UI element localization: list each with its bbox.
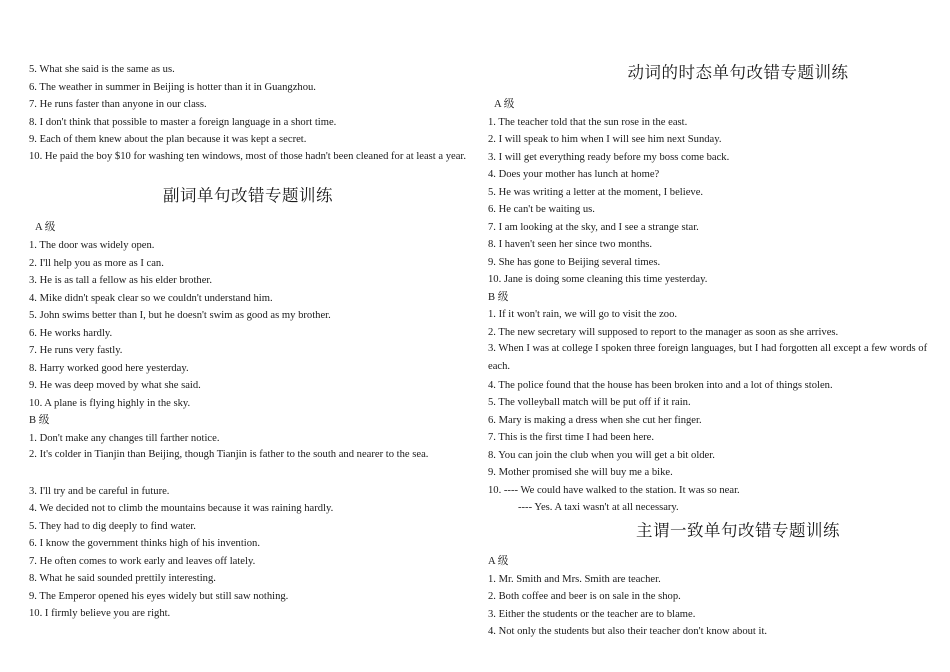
exercise-item: 4. The police found that the house has been broken into and a lot of things stolen. (488, 379, 833, 391)
exercise-item: 9. Mother promised she will buy me a bike. (488, 467, 673, 478)
exercise-item: 4. Mike didn't speak clear so we couldn't understand him. (29, 292, 273, 304)
level-label: B 级 (29, 415, 50, 426)
exercise-item: 2. It's colder in Tianjin than Beijing, though Tianjin is father to the south and nearer to the sea. (29, 449, 429, 460)
exercise-item: 8. I don't think that possible to master a foreign language in a short time. (29, 116, 337, 128)
section-heading-adverb: 副词单句改错专题训练 (163, 186, 333, 205)
exercise-item: 8. Harry worked good here yesterday. (29, 362, 189, 374)
exercise-item: 6. The weather in summer in Beijing is hotter than it in Guangzhou. (29, 81, 316, 93)
exercise-item: 5. The volleyball match will be put off if it rain. (488, 397, 691, 408)
exercise-item: 9. She has gone to Beijing several times. (488, 256, 661, 268)
exercise-item: 10. ---- We could have walked to the station. It was so near. (488, 484, 740, 496)
exercise-item: 7. He runs faster than anyone in our class. (29, 99, 207, 110)
exercise-item: 6. I know the government thinks high of his invention. (29, 538, 260, 549)
exercise-item: 5. What she said is the same as us. (29, 64, 175, 75)
level-label: A 级 (488, 556, 509, 567)
exercise-item-continuation: ---- Yes. A taxi wasn't at all necessary. (518, 502, 679, 513)
exercise-item: 2. The new secretary will supposed to report to the manager as soon as she arrives. (488, 326, 839, 338)
exercise-item: 4. Does your mother has lunch at home? (488, 169, 660, 180)
exercise-item: 2. I'll help you as more as I can. (29, 257, 164, 269)
exercise-item: 10. I firmly believe you are right. (29, 608, 171, 619)
exercise-item: 3. When I was at college I spoken three foreign languages, but I had forgotten all except a few words of each. (488, 343, 928, 372)
exercise-item: 5. John swims better than I, but he doesn't swim as good as my brother. (29, 310, 331, 321)
section-heading-tense: 动词的时态单句改错专题训练 (627, 63, 849, 82)
exercise-item: 3. Either the students or the teacher are to blame. (488, 608, 696, 620)
exercise-item: 4. We decided not to climb the mountains because it was raining hardly. (29, 503, 334, 514)
exercise-item: 7. He often comes to work early and leaves off lately. (29, 555, 256, 567)
exercise-item: 7. This is the first time I had been here. (488, 432, 655, 443)
exercise-item: 1. Mr. Smith and Mrs. Smith are teacher. (488, 573, 661, 585)
exercise-item: 8. What he said sounded prettily interesting. (29, 573, 216, 584)
exercise-item: 6. He works hardly. (29, 327, 113, 339)
exercise-item: 10. A plane is flying highly in the sky. (29, 397, 191, 409)
exercise-item: 3. I will get everything ready before my boss come back. (488, 151, 730, 163)
exercise-item: 6. Mary is making a dress when she cut her finger. (488, 414, 702, 426)
level-label: B 级 (488, 291, 509, 303)
exercise-item: 6. He can't be waiting us. (488, 204, 595, 215)
exercise-item: 1. The teacher told that the sun rose in the east. (488, 116, 688, 128)
exercise-item: 9. The Emperor opened his eyes widely but still saw nothing. (29, 590, 289, 602)
exercise-item: 9. Each of them knew about the plan because it was kept a secret. (29, 134, 307, 145)
section-heading-agreement: 主谓一致单句改错专题训练 (636, 521, 840, 540)
exercise-item: 8. I haven't seen her since two months. (488, 239, 653, 250)
exercise-item: 5. They had to dig deeply to find water. (29, 520, 196, 532)
exercise-item: 2. Both coffee and beer is on sale in the shop. (488, 591, 681, 602)
exercise-item: 4. Not only the students but also their teacher don't know about it. (488, 626, 768, 637)
exercise-item: 3. I'll try and be careful in future. (29, 485, 170, 497)
exercise-item: 2. I will speak to him when I will see him next Sunday. (488, 134, 722, 145)
exercise-item: 10. Jane is doing some cleaning this time yesterday. (488, 274, 708, 285)
exercise-item: 1. Don't make any changes till farther notice. (29, 432, 220, 444)
exercise-item: 1. If it won't rain, we will go to visit the zoo. (488, 309, 678, 320)
exercise-item: 3. He is as tall a fellow as his elder brother. (29, 275, 212, 286)
exercise-item: 9. He was deep moved by what she said. (29, 380, 201, 391)
exercise-item: 8. You can join the club when you will get a bit older. (488, 449, 715, 461)
exercise-item: 7. I am looking at the sky, and I see a strange star. (488, 221, 699, 233)
exercise-item: 7. He runs very fastly. (29, 345, 123, 356)
exercise-item: 10. He paid the boy $10 for washing ten windows, most of those hadn't been cleaned for at least a year. (29, 151, 467, 162)
exercise-item: 1. The door was widely open. (29, 240, 155, 251)
exercise-item: 5. He was writing a letter at the moment, I believe. (488, 186, 704, 198)
level-label: A 级 (35, 222, 56, 233)
level-label: A 级 (494, 99, 515, 110)
